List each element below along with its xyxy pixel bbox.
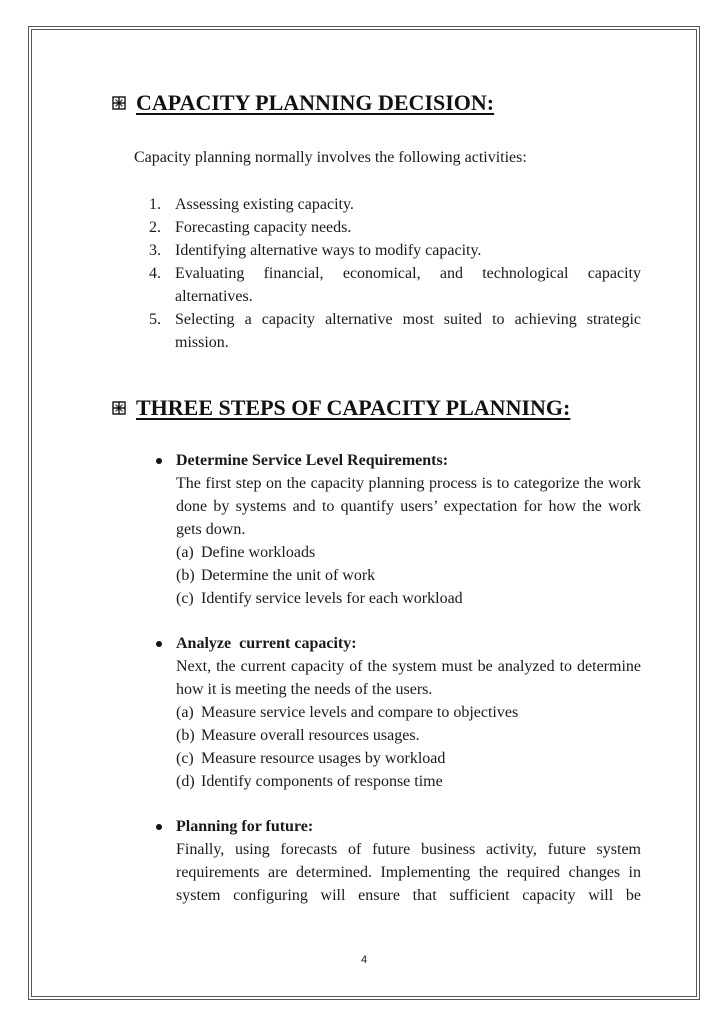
list-item-text: Assessing existing capacity. [175,196,354,213]
section-heading-text: CAPACITY PLANNING DECISION: [136,90,495,115]
section-heading-three-steps [112,395,570,421]
sub-item-text: Define workloads [201,544,316,561]
sub-item [176,541,641,564]
section-heading-text: THREE STEPS OF CAPACITY PLANNING: [136,395,571,420]
sub-item-label: (b) [176,567,195,584]
sub-item [176,701,641,724]
boxed-cross-icon [112,401,126,415]
sub-item-label: (c) [176,750,194,767]
step-title: Analyze current capacity: [176,635,357,652]
step-planning-for-future [152,815,641,907]
bullet-icon [152,632,176,793]
sub-item-label: (a) [176,704,194,721]
step-title: Determine Service Level Requirements: [176,452,449,469]
step-body: Next, the current capacity of the system must be analyzed to determine how it is meeting the needs of the users. [176,658,641,698]
sub-item-label: (a) [176,544,194,561]
list-item-number: 2. [149,219,161,236]
list-item-text: Evaluating financial, economical, and technological capacity alternatives. [175,265,641,305]
sub-item-text: Identify components of response time [201,773,443,790]
bullet-icon [152,449,176,610]
list-item-number: 3. [149,242,161,259]
sub-item-text: Identify service levels for each workload [201,590,463,607]
step-title: Planning for future: [176,818,314,835]
step-analyze-current-capacity [152,632,641,793]
sub-item [176,724,641,747]
section-heading-capacity-planning-decision [112,90,494,116]
list-item [149,239,641,262]
list-item-text: Identifying alternative ways to modify capacity. [175,242,482,259]
step-body: The first step on the capacity planning process is to categorize the work done by systems and to quantify users’ expectation for how the work gets down. [176,475,641,538]
list-item-text: Forecasting capacity needs. [175,219,352,236]
sub-item [176,564,641,587]
sub-item-label: (d) [176,773,195,790]
boxed-cross-icon [112,96,126,110]
bullet-icon [152,815,176,907]
intro-paragraph: Capacity planning normally involves the following activities: [134,149,527,166]
sub-item [176,587,641,610]
sub-item [176,770,641,793]
sub-item-label: (c) [176,590,194,607]
sub-item-text: Measure resource usages by workload [201,750,446,767]
list-item-number: 1. [149,196,161,213]
list-item [149,262,641,308]
step-body: Finally, using forecasts of future business activity, future system requirements are determined. Implementing the required changes in system configuring will ensure that sufficient capacity will be [176,841,641,904]
activities-list [149,193,641,354]
list-item [149,216,641,239]
list-item [149,308,641,354]
sub-item-label: (b) [176,727,195,744]
list-item-text: Selecting a capacity alternative most suited to achieving strategic mission. [175,311,641,351]
list-item [149,193,641,216]
sub-item-text: Measure service levels and compare to objectives [201,704,519,721]
step-determine-service-level [152,449,641,610]
list-item-number: 4. [149,265,161,282]
page-number: 4 [360,954,368,966]
sub-item-text: Determine the unit of work [201,567,376,584]
list-item-number: 5. [149,311,161,328]
sub-item [176,747,641,770]
sub-item-text: Measure overall resources usages. [201,727,420,744]
